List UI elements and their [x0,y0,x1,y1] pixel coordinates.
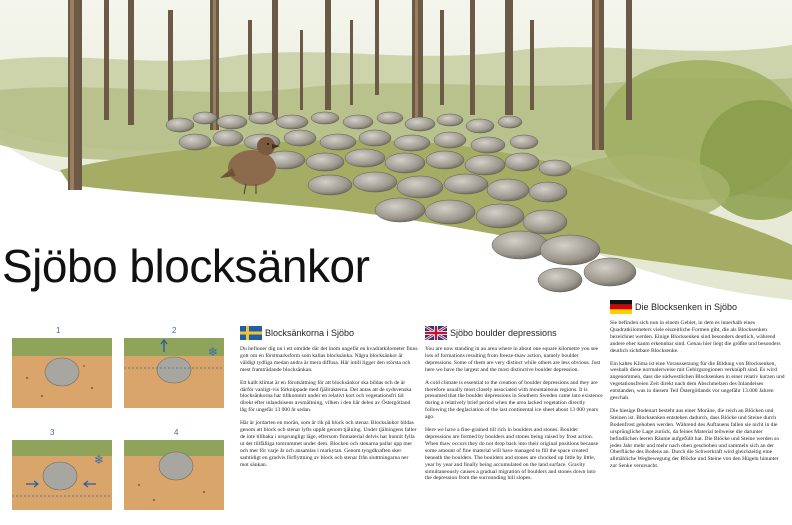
swedish-heading: Blocksänkorna i Sjöbo [265,327,355,338]
british-flag-icon [425,326,447,340]
german-flag-icon [610,300,632,314]
english-paragraph: A cold climate is essential to the creation of boulder depressions and they are therefore usually most closely associated with mountainous regions. It is presumed that the boulder depressions in Southern Sweden came into existence during a relatively brief period when the area lacked vegetation directly following the deglaciation of the last continental ice sheet about 13 000 years ago. [425,379,603,421]
diagram-step-3: 3 ❄ [12,440,112,510]
german-paragraph: Sie befinden sich nun in einem Gebiet, in dem es innerhalb eines Quadratkilometers viele eiszeitliche Formen gibt, die als Blocksenken bezeichnet werden. Einige Blocksenken sind besonders deutlich, während andere eher kaum erkennbar sind. Genau hier liegt die größte und besonders deutlich sichtbare Blocksenke. [610,320,781,354]
english-text-column [425,326,603,488]
page-title: Sjöbo blocksänkor [2,240,370,292]
german-paragraph: Ein kaltes Klima ist eine Voraussetzung für die Bildung von Blocksenken, weshalb diese normalerweise mit Gebirgsregionen verknüpft sind. Es wird angenommen, dass die südwestlichen Blocksenken in einer relativ kurzen und vegetationsfreien Zeit direkt nach dem Abschmelzen des Inlandeises entstanden, was in diesem Teil Östergötlands vor ungefähr 13.000 Jahren geschah. [610,360,785,402]
svg-text:❄: ❄ [208,345,219,359]
swedish-text-column [240,326,418,475]
english-paragraph: You are now standing in an area where in about one square kilometre you see lots of formations resulting from freeze-thaw action, namely boulder depressions. Some of them are very distinct while others are less obvious. Just here we have the largest and the most distinctive boulder depression. [425,346,601,373]
svg-text:❄: ❄ [94,453,105,467]
english-paragraph: Here we have a fine-grained till rich in boulders and stones. Boulder depressions are formed by boulders and stones being raised by frost action. When thaw occurs they do not drop back into their original positions because some amount of fine material will have managed to fill the space created beneath the boulders. The boulders and stones are chocked up little by little, year by year and finally being accumulated on the land surface. Gravity simultaneously causes a gradual migration of boulders and stones down into the depression from the surrounding hill slopes. [425,427,599,482]
german-paragraph: Die hiesige Bodenart besteht aus einer Moräne, die reich an Blöcken und Steinen ist. Blocksenken entstehen dadurch, dass Blöcke und Steine durch Bodenfrost gehoben werden. Während des Auftauens fallen sie nicht in die ursprüngliche Lage zurück, da feines Material teilweise die darunter befindlichen leeren Räume aufgefüllt hat. Die Blöcke und Steine werden so jedes Jahr mehr und mehr nach oben geschoben und sammeln sich an der Oberfläche des Bodens an. Durch die Schwerkraft wird gleichzeitig eine allmähliche Wegbewegung der Blöcke und Steine von den Hügeln hinunter zur Senke verursacht. [610,407,780,470]
german-heading: Die Blocksenken in Sjöbo [635,301,738,312]
diagram-step-1: 1 [12,338,112,408]
diagram-step-2: 2 ❄ [124,338,224,408]
swedish-paragraph: Du befinner dig nu i ett område där det inom ungefär en kvadratkilometer finns gott om en förstmarksform som kallas blocksänka. Några blocksänkor är väldigt tydliga medan andra är mera diffusa. Här intill ligger den största och mest framträdande blocksänkan. [240,346,418,373]
swedish-paragraph: Här är jordarten en morän, som är rik på block och stenar. Blocksänkor bildas genom att block och stenar lyfts uppåt genom tjälning. Under tjälningens faller de inte tillbaka i ursprungligt läge, eftersom finmaterial delvis har hunnit fylla ut det tillfälliga tomrummet under dem. Blocken och stenarna pallar upp mer och mer för varje år och ansamlas i markytan. Genom tyngdkraften sker samtidigt en gradvis förflyttning av block och stenar från slutttningarna ner mot sänkan. [240,420,417,468]
diagram-step-4: 4 [124,440,224,510]
swedish-paragraph: Ett kallt klimat är en förutsättning för att blocksänkor ska bildas och de är därför vanligt-vis förknippade med fjällrakterna. Det antas att de sydsvenska blocksänkorna har tillkommit under en relativt kort och vegetationsfri tid direkt efter inlandsisens avsmältning, vilken i den här delen av Östergötland låg för ungefär 13 000 år sedan. [240,379,412,414]
swedish-flag-icon [240,326,262,340]
english-heading: Sjöbo boulder depressions [450,327,557,338]
german-text-column [610,300,786,476]
